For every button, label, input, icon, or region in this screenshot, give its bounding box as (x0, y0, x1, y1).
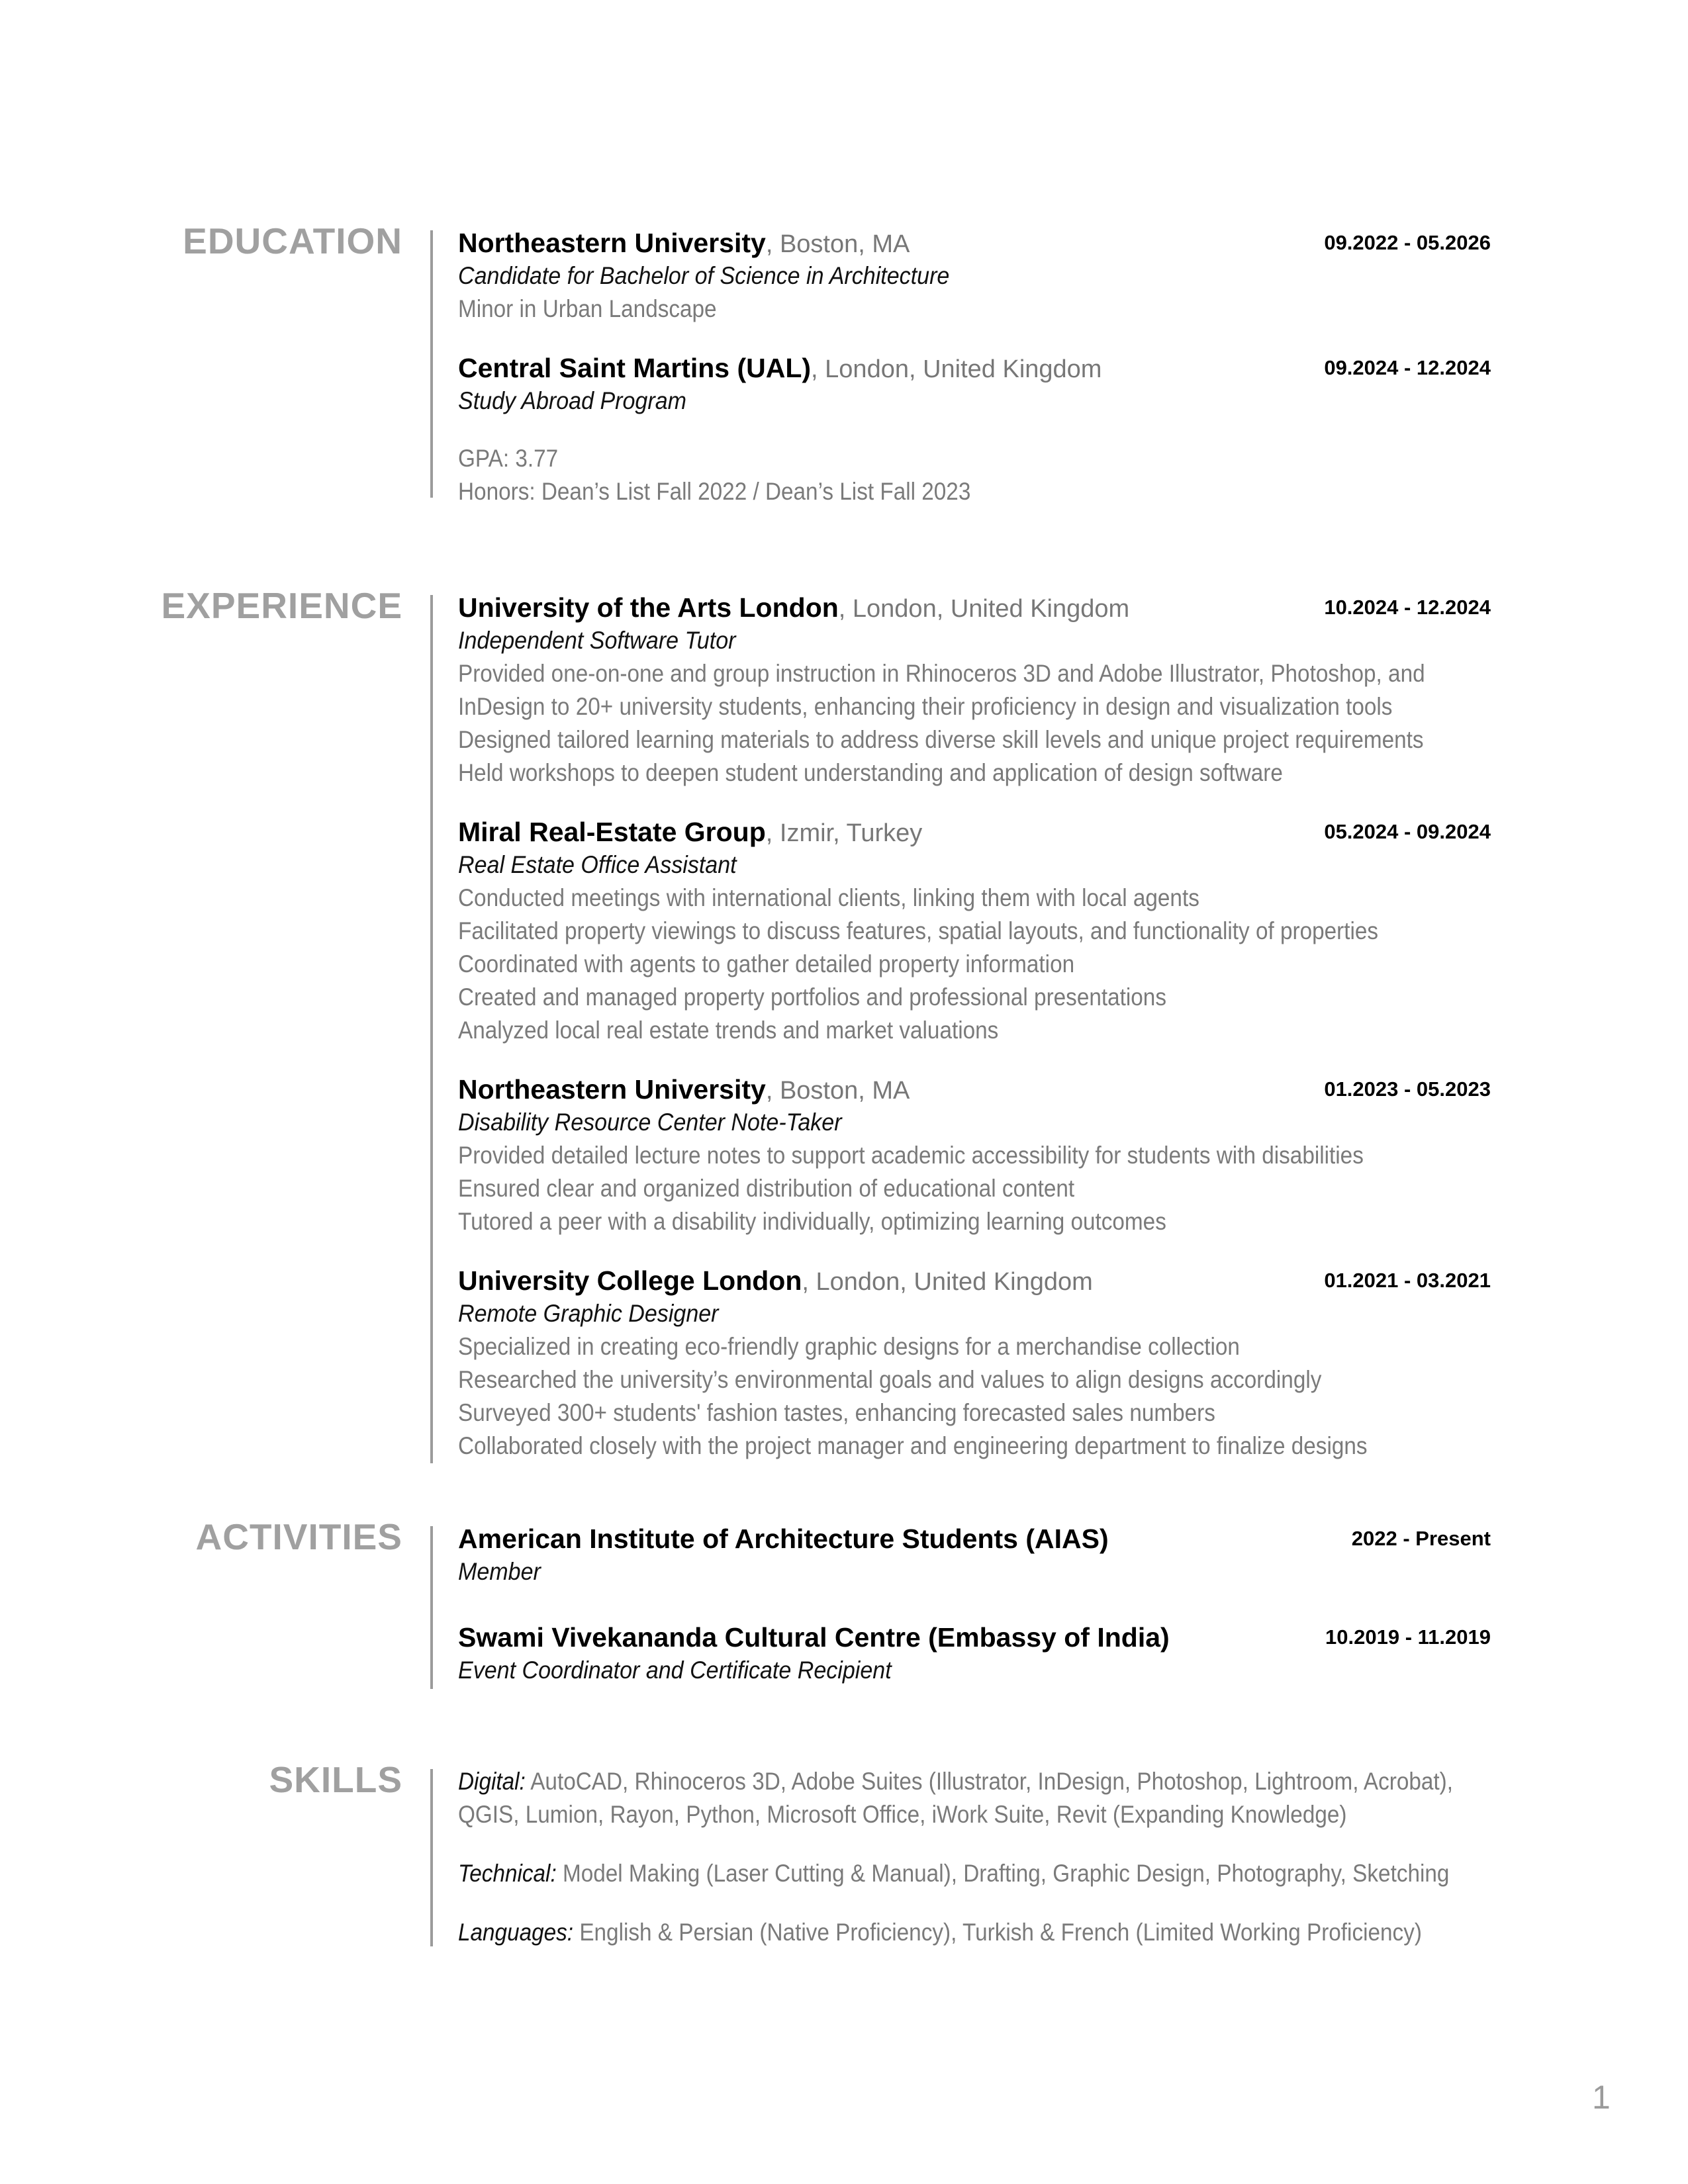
list-item: Researched the university’s environmental goals and values to align designs accordingly (458, 1366, 1322, 1393)
org-name: American Institute of Architecture Students (AIAS) (458, 1524, 1109, 1554)
honors: Honors: Dean’s List Fall 2022 / Dean’s List Fall 2023 (458, 478, 971, 505)
org-location: , London, United Kingdom (811, 355, 1102, 383)
experience-divider (430, 595, 433, 1463)
entry-dates: 09.2024 - 12.2024 (1324, 356, 1491, 379)
org-location: , Izmir, Turkey (765, 819, 923, 847)
skill-text: Model Making (Laser Cutting & Manual), Drafting, Graphic Design, Photography, Sketching (556, 1860, 1450, 1887)
activities-divider (430, 1526, 433, 1689)
page-number: 1 (1592, 2079, 1611, 2116)
activity-entry (458, 1522, 1491, 1588)
experience-entry (458, 1264, 1491, 1463)
list-item: Designed tailored learning materials to address diverse skill levels and unique project requirements (458, 726, 1424, 753)
org-name: University of the Arts London (458, 592, 839, 623)
entry-dates: 10.2024 - 12.2024 (1324, 596, 1491, 619)
entry-dates: 09.2022 - 05.2026 (1324, 231, 1491, 254)
education-entry (458, 351, 1491, 418)
org-name: Northeastern University (458, 1074, 766, 1105)
org-name: Central Saint Martins (UAL) (458, 353, 812, 383)
activity-entry (458, 1621, 1491, 1687)
list-item: Analyzed local real estate trends and market valuations (458, 1017, 999, 1044)
activity-role: Event Coordinator and Certificate Recipient (458, 1657, 892, 1684)
list-item: Provided one-on-one and group instruction in Rhinoceros 3D and Adobe Illustrator, Photoshop, and (458, 660, 1425, 687)
skills-languages-line (458, 1916, 1422, 1949)
list-item: Conducted meetings with international clients, linking them with local agents (458, 884, 1199, 911)
degree: Candidate for Bachelor of Science in Architecture (458, 262, 950, 289)
education-divider (430, 230, 433, 498)
activities-heading: ACTIVITIES (195, 1516, 402, 1557)
entry-dates: 01.2023 - 05.2023 (1324, 1077, 1491, 1101)
org-location: , Boston, MA (765, 1077, 910, 1105)
activity-role: Member (458, 1558, 541, 1585)
gpa: GPA: 3.77 (458, 445, 559, 472)
org-location: , Boston, MA (765, 230, 910, 258)
org-name: Miral Real-Estate Group (458, 817, 766, 847)
skills-divider (430, 1769, 433, 1946)
skill-text: AutoCAD, Rhinoceros 3D, Adobe Suites (Illustrator, InDesign, Photoshop, Lightroom, Acrobat), (525, 1768, 1453, 1795)
list-item: Facilitated property viewings to discuss features, spatial layouts, and functionality of properties (458, 917, 1379, 944)
org-location: , London, United Kingdom (838, 595, 1130, 623)
entry-dates: 10.2019 - 11.2019 (1325, 1625, 1491, 1649)
skill-label: Technical: (458, 1860, 557, 1887)
entry-dates: 05.2024 - 09.2024 (1324, 820, 1491, 843)
job-title: Real Estate Office Assistant (458, 851, 737, 878)
list-item: Created and managed property portfolios and professional presentations (458, 983, 1166, 1011)
list-item: Held workshops to deepen student understanding and application of design software (458, 759, 1283, 786)
entry-dates: 2022 - Present (1351, 1527, 1491, 1550)
skills-digital-line (458, 1765, 1453, 1798)
list-item: InDesign to 20+ university students, enhancing their proficiency in design and visualization tools (458, 693, 1393, 720)
experience-entry (458, 815, 1491, 1047)
list-item: Collaborated closely with the project manager and engineering department to finalize designs (458, 1432, 1368, 1459)
entry-dates: 01.2021 - 03.2021 (1324, 1269, 1491, 1292)
skills-technical (458, 1857, 1491, 1890)
list-item: Provided detailed lecture notes to support academic accessibility for students with disabilities (458, 1142, 1364, 1169)
list-item: Coordinated with agents to gather detailed property information (458, 950, 1075, 978)
skill-label: Digital: (458, 1768, 526, 1795)
job-title: Disability Resource Center Note-Taker (458, 1109, 842, 1136)
education-extra (458, 442, 1491, 508)
skills-digital-line: QGIS, Lumion, Rayon, Python, Microsoft Office, iWork Suite, Revit (Expanding Knowledge) (458, 1801, 1347, 1828)
list-item: Surveyed 300+ students' fashion tastes, enhancing forecasted sales numbers (458, 1399, 1215, 1426)
org-name: Swami Vivekananda Cultural Centre (Embassy of India) (458, 1622, 1170, 1653)
job-title: Remote Graphic Designer (458, 1300, 719, 1327)
skills-languages (458, 1916, 1491, 1949)
minor: Minor in Urban Landscape (458, 295, 717, 322)
education-entry (458, 226, 1491, 326)
list-item: Specialized in creating eco-friendly graphic designs for a merchandise collection (458, 1333, 1240, 1360)
experience-heading: EXPERIENCE (161, 585, 402, 626)
skills-technical-line (458, 1857, 1450, 1890)
experience-entry (458, 1073, 1491, 1238)
skill-label: Languages: (458, 1919, 574, 1946)
program: Study Abroad Program (458, 387, 686, 414)
job-title: Independent Software Tutor (458, 627, 736, 654)
org-name: University College London (458, 1265, 802, 1296)
experience-entry (458, 591, 1491, 790)
list-item: Tutored a peer with a disability individually, optimizing learning outcomes (458, 1208, 1166, 1235)
list-item: Ensured clear and organized distribution of educational content (458, 1175, 1075, 1202)
skills-heading: SKILLS (269, 1759, 402, 1800)
skills-digital (458, 1765, 1491, 1831)
skill-text: English & Persian (Native Proficiency), Turkish & French (Limited Working Proficiency) (573, 1919, 1422, 1946)
org-location: , London, United Kingdom (802, 1268, 1093, 1296)
education-heading: EDUCATION (183, 220, 402, 261)
org-name: Northeastern University (458, 228, 766, 258)
